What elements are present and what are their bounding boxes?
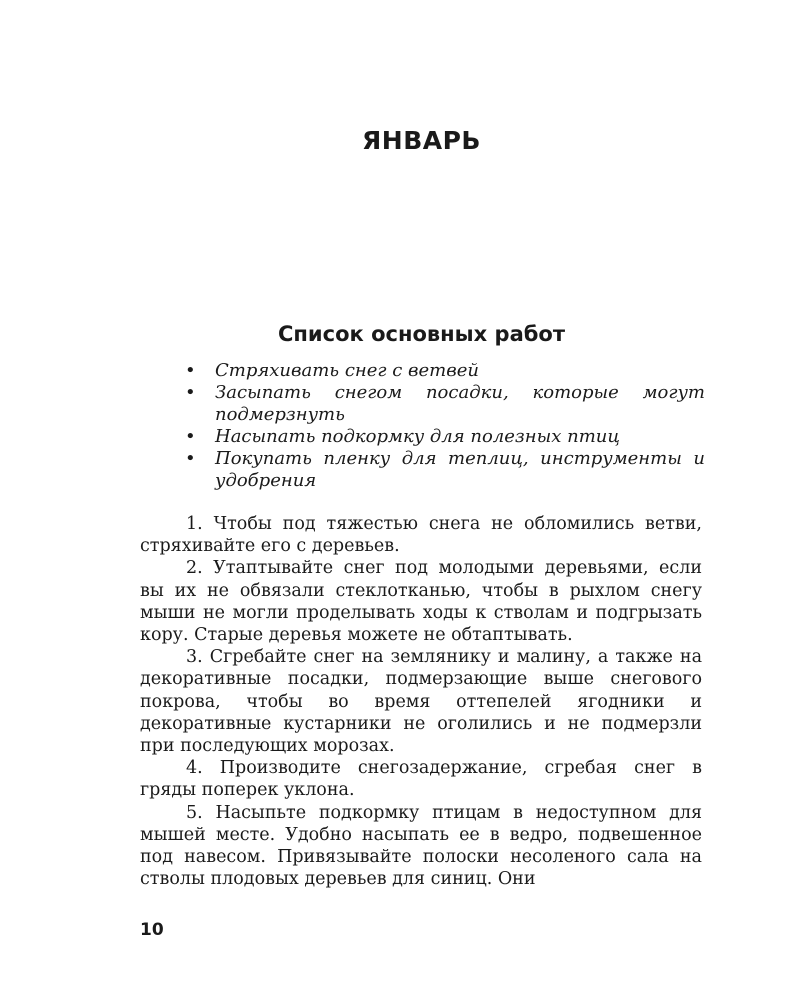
paragraph-2: 2. Утаптывайте снег под молодыми деревьями, если вы их не обвязали стеклотканью, чтобы в рыхлом снегу мыши не могли проделывать ходы к стволам и подгрызать кору. Старые деревья можете не обтаптывать.	[140, 558, 702, 646]
bullet-icon: •	[185, 382, 196, 403]
task-text: Засыпать снегом посадки, которые могут подмерзнуть	[215, 382, 705, 425]
body-text	[140, 513, 702, 890]
task-list-item	[185, 426, 705, 448]
task-text: Покупать пленку для теплиц, инструменты и удобрения	[215, 448, 705, 491]
task-text: Насыпать подкормку для полезных птиц	[215, 426, 620, 447]
paragraph-3: 3. Сгребайте снег на землянику и малину, а также на декоративные посадки, подмерзающие выше снегового покрова, чтобы во время оттепелей ягодники и декоративные кустарники не оголились и не подмерзли при последующих морозах.	[140, 647, 702, 757]
page-number: 10	[140, 920, 164, 940]
paragraph-1: 1. Чтобы под тяжестью снега не обломились ветви, стряхивайте его с деревьев.	[140, 514, 702, 557]
bullet-icon: •	[185, 448, 196, 469]
task-list	[185, 360, 705, 492]
task-list-item	[185, 382, 705, 426]
task-list-item	[185, 360, 705, 382]
paragraph-4: 4. Производите снегозадержание, сгребая снег в гряды поперек уклона.	[140, 758, 702, 801]
bullet-icon: •	[185, 426, 196, 447]
task-text: Стряхивать снег с ветвей	[215, 360, 479, 381]
task-list-item	[185, 448, 705, 492]
paragraph-5: 5. Насыпьте подкормку птицам в недоступном для мышей месте. Удобно насыпать ее в ведро, подвешенное под навесом. Привязывайте полоски несоленого сала на стволы плодовых деревьев для синиц. Они	[140, 802, 702, 890]
chapter-title: ЯНВАРЬ	[362, 126, 481, 155]
section-title: Список основных работ	[278, 322, 565, 346]
bullet-icon: •	[185, 360, 196, 381]
